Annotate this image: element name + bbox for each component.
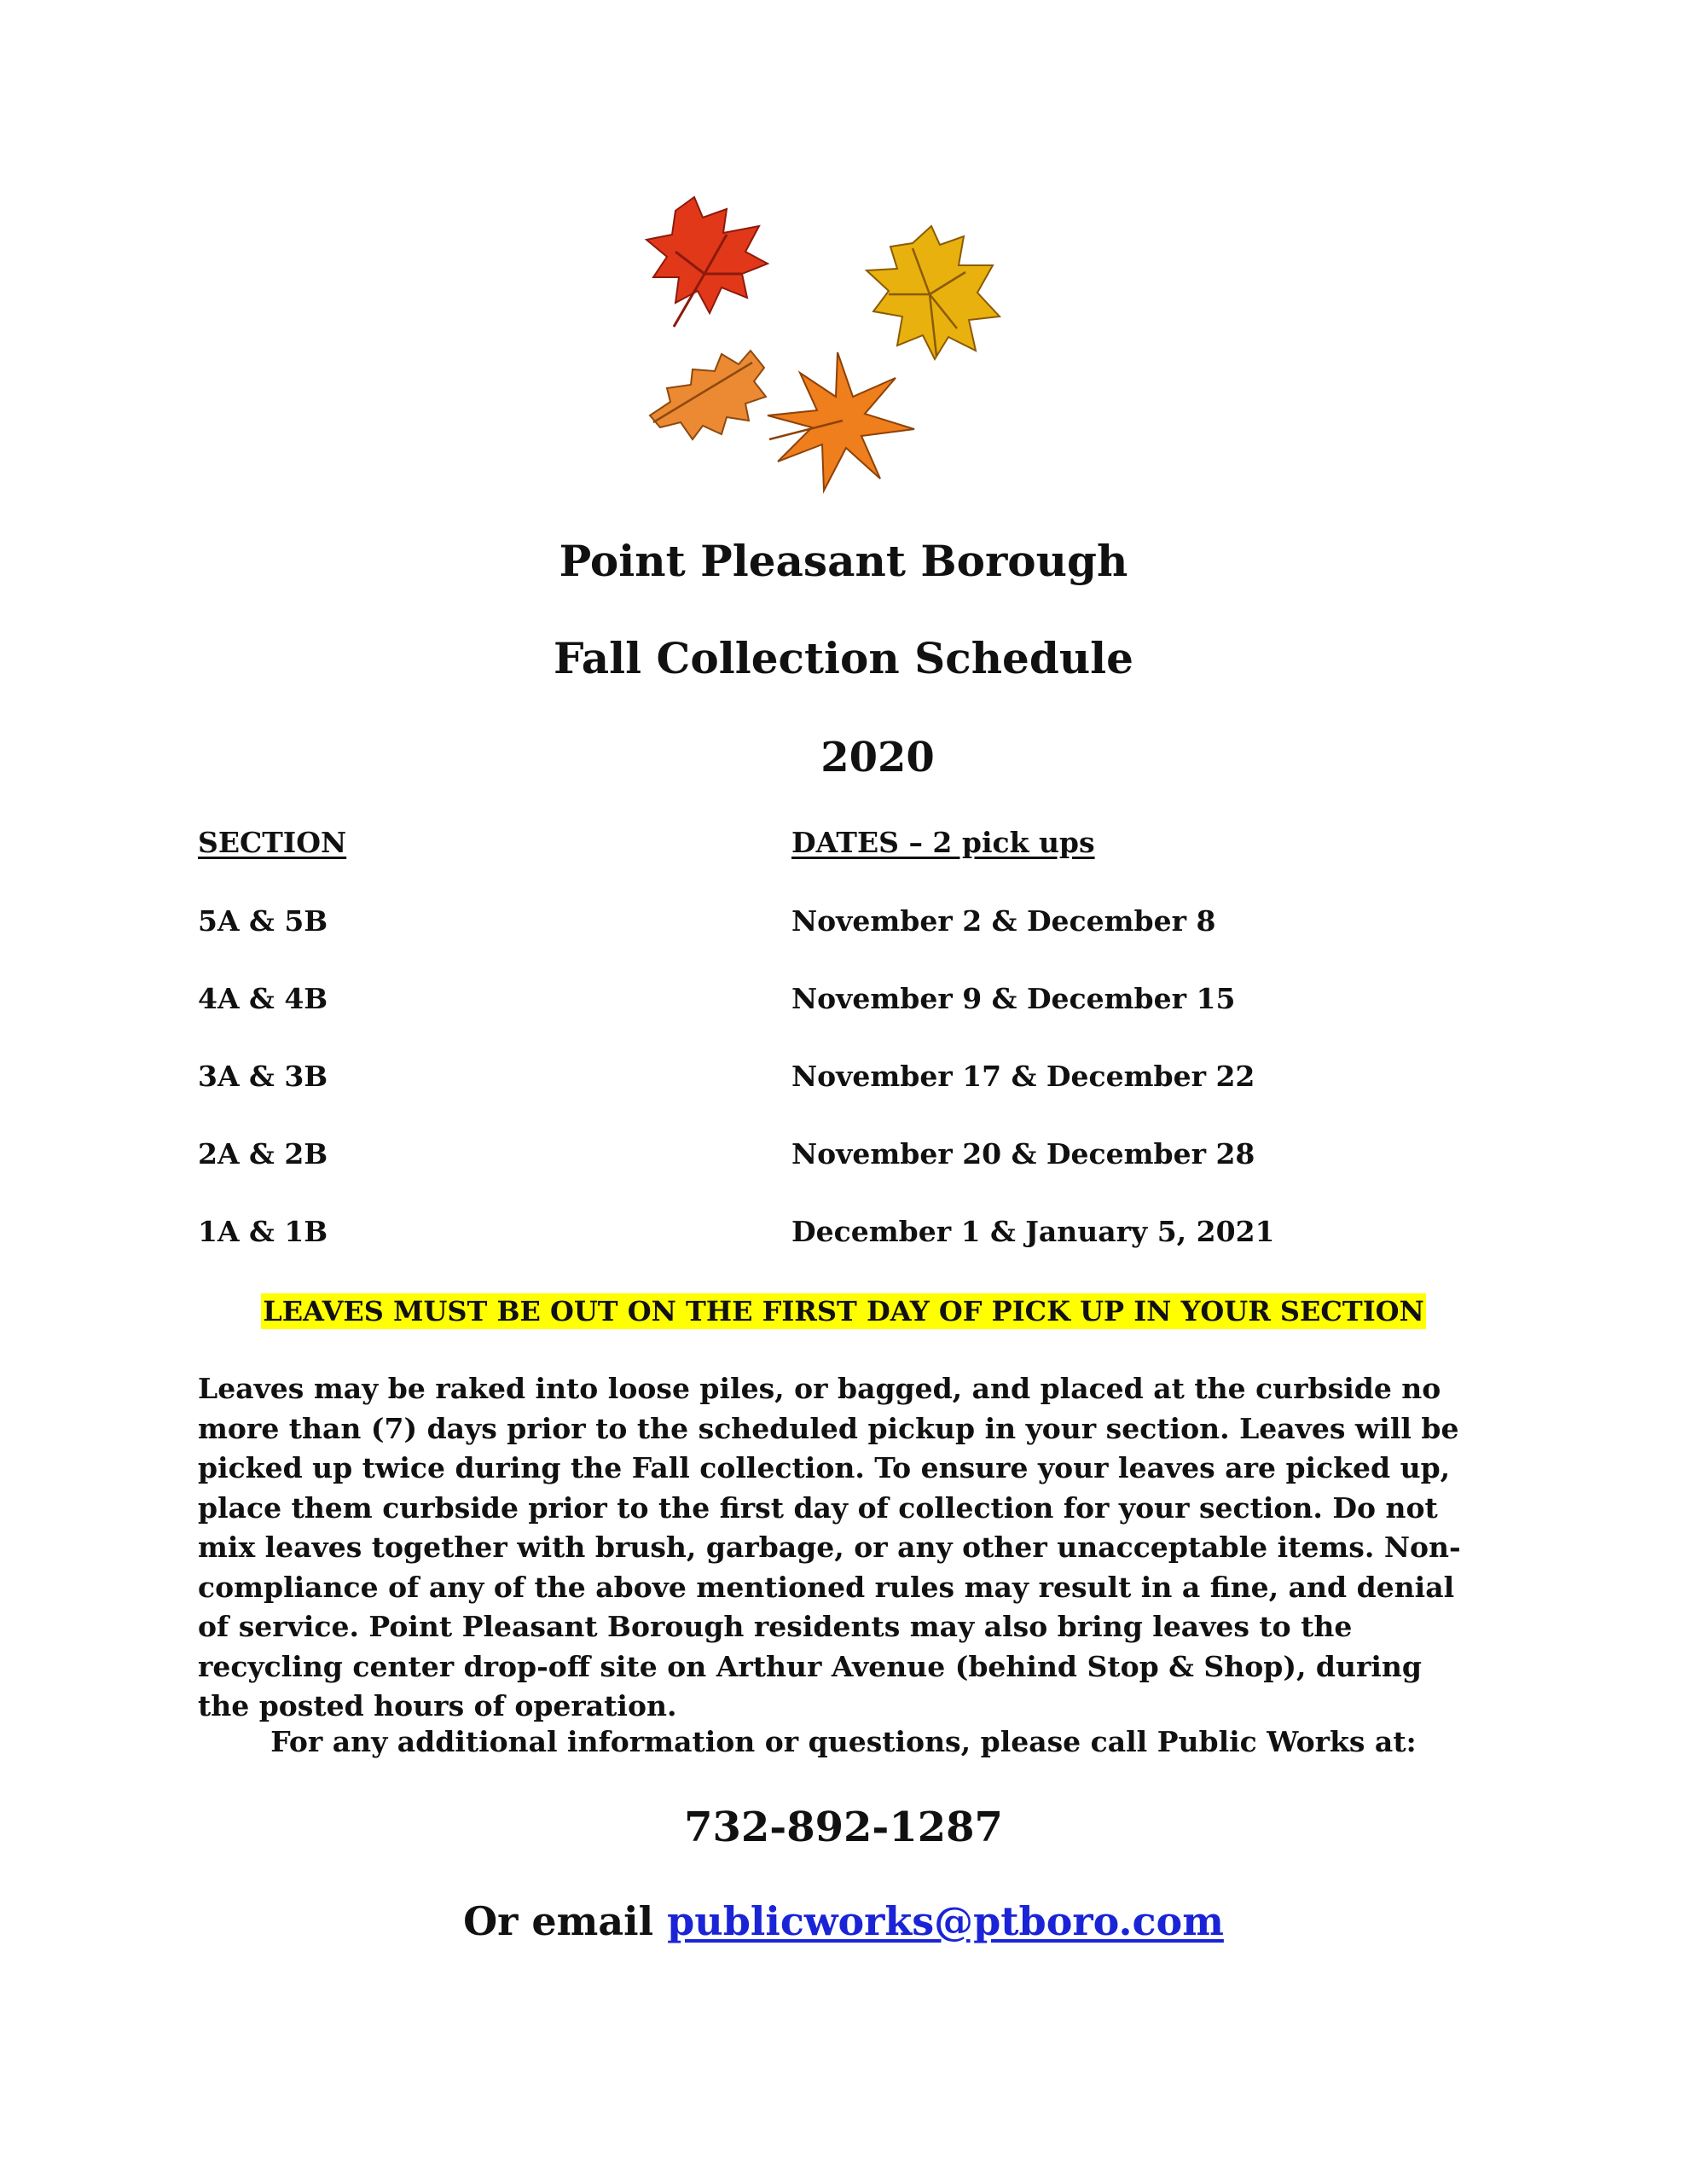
dates-cell: December 1 & January 5, 2021 [791, 1215, 1275, 1248]
yellow-maple-leaf-icon [867, 226, 1000, 359]
schedule-row [0, 1060, 1687, 1094]
notice-text: LEAVES MUST BE OUT ON THE FIRST DAY OF PICK UP IN YOUR SECTION [263, 1295, 1424, 1327]
schedule-row [0, 1137, 1687, 1171]
schedule-row [0, 982, 1687, 1016]
section-cell: 1A & 1B [198, 1215, 328, 1248]
autumn-leaves-icon [641, 192, 1042, 503]
dates-column-header: DATES – 2 pick ups [791, 826, 1095, 859]
orange-star-leaf-icon [768, 352, 914, 491]
schedule-row [0, 1215, 1687, 1249]
dates-cell: November 9 & December 15 [791, 982, 1236, 1015]
dates-cell: November 2 & December 8 [791, 904, 1216, 938]
section-cell: 2A & 2B [198, 1137, 328, 1170]
instructions-paragraph: Leaves may be raked into loose piles, or bagged, and placed at the curbside no more than (7) days prior to the scheduled pickup in your section. Leaves will be picked up twice during the Fall collection. To ensure your leaves are picked up, place them curbside prior to the first day of collection for your section. Do not mix leaves together with brush, garbage, or any other unacceptable items. Non-compliance of any of the above mentioned rules may result in a fine, and denial of service. Point Pleasant Borough residents may also bring leaves to the recycling center drop-off site on Arthur Avenue (behind Stop & Shop), during the posted hours of operation. [198, 1372, 1461, 1722]
notice-banner [0, 1293, 1687, 1329]
org-title: Point Pleasant Borough [559, 536, 1128, 586]
dates-cell: November 17 & December 22 [791, 1060, 1255, 1093]
dates-cell: November 20 & December 28 [791, 1137, 1255, 1170]
section-column-header: SECTION [198, 826, 347, 859]
page-title: Fall Collection Schedule [554, 633, 1133, 683]
red-maple-leaf-icon [646, 197, 768, 327]
section-cell: 3A & 3B [198, 1060, 328, 1093]
orange-oak-leaf-icon [650, 351, 766, 439]
phone-number: 732-892-1287 [684, 1804, 1003, 1851]
contact-intro: For any additional information or questions, please call Public Works at: [270, 1725, 1417, 1758]
section-cell: 4A & 4B [198, 982, 328, 1015]
section-cell: 5A & 5B [198, 904, 328, 938]
email-link[interactable]: publicworks@ptboro.com [667, 1898, 1224, 1944]
email-prefix: Or email [463, 1898, 654, 1944]
schedule-row [0, 904, 1687, 938]
email-line [0, 1896, 1687, 1947]
year-title: 2020 [820, 734, 935, 781]
